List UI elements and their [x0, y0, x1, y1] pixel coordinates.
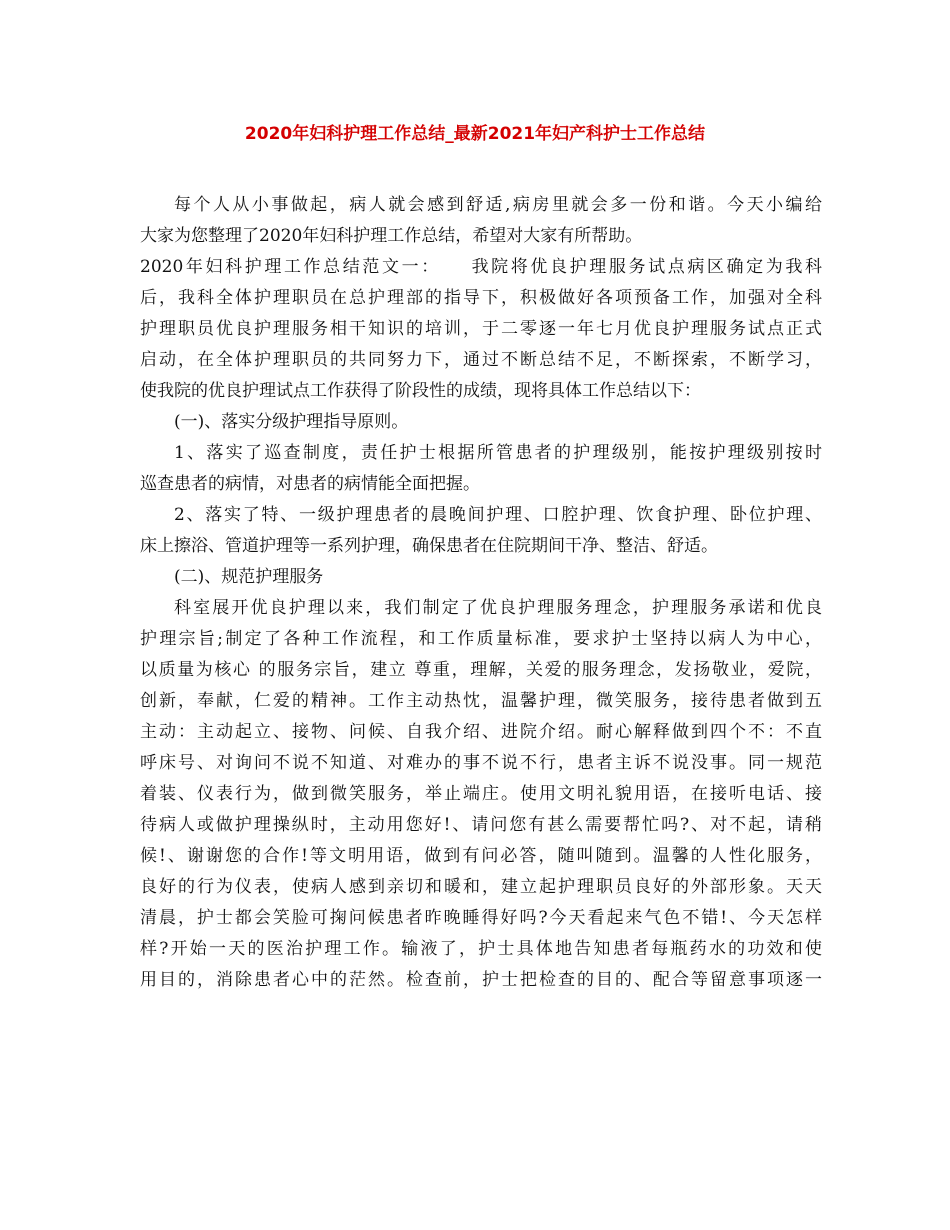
text-line: 1、落实了巡查制度，责任护士根据所管患者的护理级别，能按护理级别按时: [174, 443, 822, 463]
text-line: (一)、落实分级护理指导原则。: [174, 412, 409, 432]
text-line: 用目的，消除患者心中的茫然。检查前，护士把检查的目的、配合等留意事项逐一: [140, 970, 822, 990]
text-line: 护理宗旨;制定了各种工作流程，和工作质量标准，要求护士坚持以病人为中心，: [140, 629, 822, 649]
text-line: 2、落实了特、一级护理患者的晨晚间护理、口腔护理、饮食护理、卧位护理、: [174, 505, 822, 525]
text-line: 呼床号、对询问不说不知道、对难办的事不说不行，患者主诉不说没事。同一规范: [140, 753, 822, 773]
text-line: 大家为您整理了2020年妇科护理工作总结，希望对大家有所帮助。: [140, 226, 643, 246]
text-line: 使我院的优良护理试点工作获得了阶段性的成绩，现将具体工作总结以下：: [140, 381, 701, 401]
document-title: 2020年妇科护理工作总结_最新2021年妇产科护士工作总结: [244, 124, 706, 144]
text-line: 每个人从小事做起，病人就会感到舒适,病房里就会多一份和谐。今天小编给: [174, 195, 822, 215]
text-line: 创新，奉献，仁爱的精神。工作主动热忱，温馨护理，微笑服务，接待患者做到五: [140, 691, 822, 711]
text-line: 床上擦浴、管道护理等一系列护理，确保患者在住院期间干净、整洁、舒适。: [140, 536, 718, 556]
text-line: (二)、规范护理服务: [174, 567, 324, 587]
text-line: 候!、谢谢您的合作!等文明用语，做到有问必答，随叫随到。温馨的人性化服务，: [140, 846, 822, 866]
text-line: 主动：主动起立、接物、问候、自我介绍、进院介绍。耐心解释做到四个不：不直: [140, 722, 822, 742]
text-line: 2020年妇科护理工作总结范文一： 我院将优良护理服务试点病区确定为我科: [140, 257, 822, 277]
text-line: 以质量为核心 的服务宗旨，建立 尊重，理解，关爱的服务理念，发扬敬业，爱院，: [140, 660, 822, 680]
text-line: 后，我科全体护理职员在总护理部的指导下，积极做好各项预备工作，加强对全科: [140, 288, 822, 308]
text-line: 启动，在全体护理职员的共同努力下，通过不断总结不足，不断探索，不断学习，: [140, 350, 822, 370]
text-line: 护理职员优良护理服务相干知识的培训，于二零逐一年七月优良护理服务试点正式: [140, 319, 822, 339]
text-line: 科室展开优良护理以来，我们制定了优良护理服务理念，护理服务承诺和优良: [174, 598, 822, 618]
text-line: 巡查患者的病情，对患者的病情能全面把握。: [140, 474, 480, 494]
text-line: 清晨，护士都会笑脸可掬问候患者昨晚睡得好吗?今天看起来气色不错!、今天怎样: [140, 908, 822, 928]
text-line: 样?开始一天的医治护理工作。输液了，护士具体地告知患者每瓶药水的功效和使: [140, 939, 822, 959]
text-line: 待病人或做护理操纵时，主动用您好!、请问您有甚么需要帮忙吗?、对不起，请稍: [140, 815, 822, 835]
document-body: [140, 190, 822, 996]
text-line: 良好的行为仪表，使病人感到亲切和暖和，建立起护理职员良好的外部形象。天天: [140, 877, 822, 897]
text-line: 着装、仪表行为，做到微笑服务，举止端庄。使用文明礼貌用语，在接听电话、接: [140, 784, 822, 804]
